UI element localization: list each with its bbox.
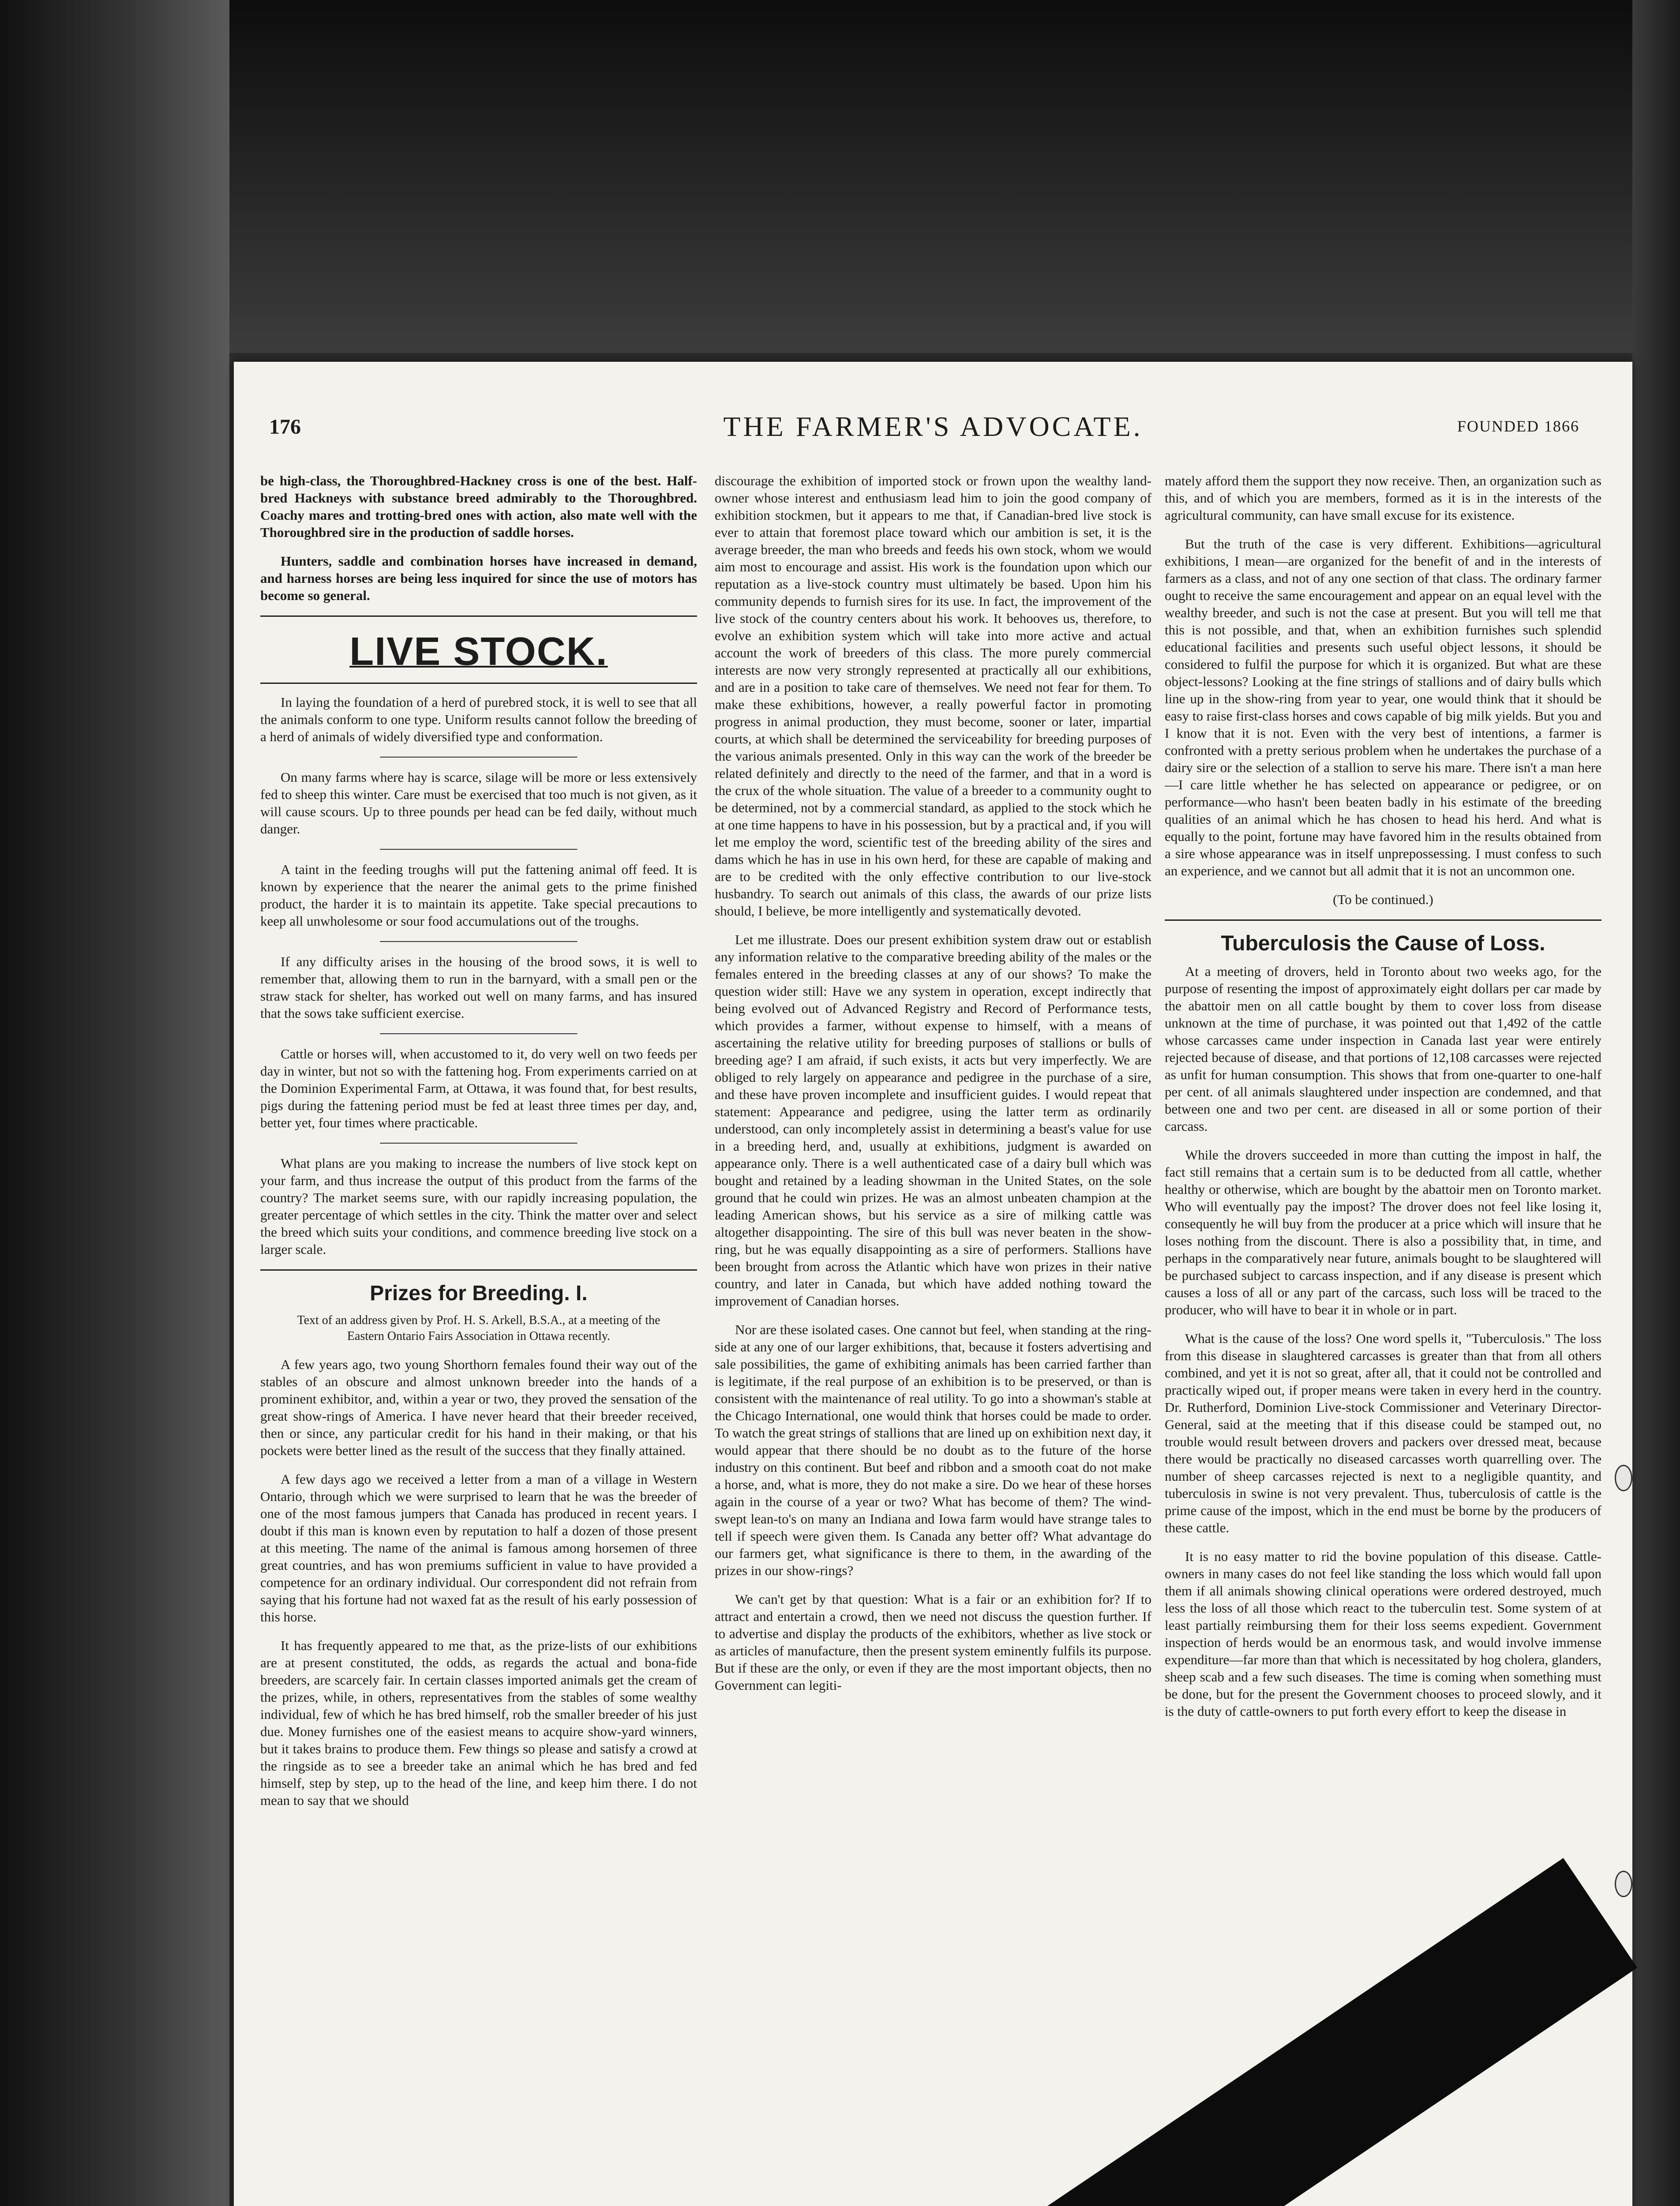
page-header — [234, 362, 1632, 463]
paragraph: While the drovers succeeded in more than cutting the impost in half, the fact still remains that a certain sum is to be deducted from all cattle, whether healthy or otherwise, which are bought by the abattoir men on Toronto market. Who will eventually pay the impost? The drover does not feel like losing it, consequently he will buy from the producer at a price which will insure that he loses nothing from the discount. There is also a possibility that, in time, and perhaps in the comparatively near future, animals bought to be slaughtered will be purchased subject to carcass inspection, and if any disease is present which causes a loss of all or any part of the carcass, such loss will be traced to the producer, who will have to bear it in whole or in part. — [1165, 1147, 1601, 1317]
divider — [380, 941, 578, 942]
continued-note: (To be continued.) — [1333, 892, 1433, 907]
scan-background-right — [1632, 0, 1680, 2206]
divider — [260, 683, 697, 684]
divider — [1165, 919, 1601, 921]
scan-background-left — [0, 0, 229, 2206]
paragraph: We can't get by that question: What is a fair or an exhibition for? If to attract and entertain a crowd, then we need not discuss the question further. If to advertise and display the products of the exhibitors, whether as live stock or as articles of manufacture, then the present system eminently fulfils its purpose. But if these are the only, or even if they are the most important objects, then no Government can legiti- — [715, 1591, 1151, 1693]
divider — [260, 615, 697, 617]
paragraph: A few days ago we received a letter from a man of a village in Western Ontario, through which we were surprised to learn that he was the breeder of one of the most famous jumpers that Canada has produced in recent years. I doubt if this man is known even by reputation to half a dozen of those present at this meeting. The name of the animal is famous among horsemen of three great countries, and has won premiums sufficient in value to have provided a competence for an ordinary individual. Our correspondent did not refrain from saying that his fortune had not waxed fat as the result of his early possession of this horse. — [260, 1471, 697, 1624]
column-2 — [715, 472, 1151, 1705]
divider — [260, 1269, 697, 1271]
divider — [380, 849, 578, 850]
paragraph: In laying the foundation of a herd of purebred stock, it is well to see that all the animals conform to one type. Uniform results cannot follow the breeding of a herd of animals of widely diversified type and conformation. — [260, 694, 697, 744]
paragraph: It has frequently appeared to me that, as the prize-lists of our exhibitions are at present constituted, the odds, as regards the actual and bona-fide breeders, are scarcely fair. In certain classes imported animals get the cream of the prizes, while, in others, representatives from the stables of some wealthy individual, few of which he has bred himself, rob the smaller breeder of his just due. Money furnishes one of the easiest means to acquire show-yard winners, but it takes brains to produce them. Few things so please and satisfy a crowd at the ringside as to see a breeder take an animal which he has bred and fed himself, step by step, up to the head of the line, and keep him there. I do not mean to say that we should — [260, 1638, 697, 1808]
paragraph: What is the cause of the loss? One word spells it, "Tuberculosis." The loss from this disease in slaughtered carcasses is greater than that from all others combined, and yet it is not so great, after all, that it could not be controlled and practically wiped out, if proper means were taken in every herd in the country. Dr. Rutherford, Dominion Live-stock Commissioner and Veterinary Director-General, said at the meeting that if this disease could be stamped out, no trouble would result between drovers and packers over dressed meat, because there would be practically no diseased carcasses worth quarrelling over. The number of sheep carcasses rejected is next to a negligible quantity, and tuberculosis in swine is not very prevalent. Thus, tuberculosis of cattle is the prime cause of the impost, which in the end must be borne by the producers of these cattle. — [1165, 1331, 1601, 1535]
masthead-title: THE FARMER'S ADVOCATE. — [723, 411, 1143, 442]
paragraph: What plans are you making to increase the numbers of live stock kept on your farm, and thus increase the output of this product from the farms of the country? The market seems sure, with our rapidly increasing population, the greater percentage of which settles in the city. Think the matter over and select the breed which suits your conditions, and commence breeding live stock on a larger scale. — [260, 1156, 697, 1257]
divider — [380, 1033, 578, 1035]
paragraph: On many farms where hay is scarce, silage will be more or less extensively fed to sheep this winter. Care must be exercised that too much is not given, as it will cause scours. Up to three pounds per head can be fed daily, without much danger. — [260, 769, 697, 837]
paragraph: mately afford them the support they now receive. Then, an organization such as this, and of which you are members, formed as it is in the interests of the agricultural community, can have small excuse for its existence. — [1165, 473, 1601, 523]
article-intro: Text of an address given by Prof. H. S. Arkell, B.S.A., at a meeting of the Eastern Ontario Fairs Association in Ottawa recently. — [297, 1313, 660, 1343]
paragraph: Let me illustrate. Does our present exhibition system draw out or establish any information relative to the comparative breeding ability of the males or the females entered in the breeding classes at any of our shows? To make the question wider still: Have we any system in operation, except indirectly that being evolved out of Advanced Registry and Record of Performance tests, which provides a farmer, without expense to himself, with a means of ascertaining the relative utility for breeding purposes of stallions or bulls of breeding age? I am afraid, if such exists, it acts but very imperfectly. We are obliged to rely largely on appearance and pedigree in the purchase of a sire, and these have proven incomplete and insufficient guides. I would repeat that statement: Appearance and pedigree, using the latter term as ordinarily understood, can only incompletely assist in determining a beast's value for use in a breeding herd, and, usually at exhibitions, judgment is awarded on appearance only. There is a well authenticated case of a dairy bull which was bought and retained by a leading showman in the United States, on the sole ground that he could win prizes. He was an almost unbeaten champion at the leading American shows, but his service as a sire of milking cattle was altogether disappointing. The sire of this bull was never beaten in the show-ring, but he was equally disappointing as a sire of performers. Stallions have been brought from across the Atlantic which have won prizes in their native country, and later in Canada, but which have added nothing toward the improvement of Canadian horses. — [715, 932, 1151, 1309]
paragraph: Nor are these isolated cases. One cannot but feel, when standing at the ring-side at any one of our larger exhibitions, that, because it fosters advertising and sale possibilities, the game of exhibiting animals has been carried farther than is legitimate, if the real purpose of an exhibition is to be preserved, or than is consistent with the maintenance of real utility. To go into a showman's stable at the Chicago International, one would think that horses could be made to order. To watch the great strings of stallions that are lined up on exhibition next day, it would appear that there should be no doubt as to the future of the horse industry on this continent. But beef and ribbon and a smooth coat do not make a horse, and, what is more, they do not make a sire. Do we hear of these horses again in the course of a year or two? What has become of them? The wind-swept lean-to's on many an Indiana and Iowa farm would have strange tales to tell if speech were given them. Is Canada any better off? What advantage do our farmers get, what significance is there to them, in the awarding of the prizes in our show-rings? — [715, 1322, 1151, 1578]
paragraph: be high-class, the Thoroughbred-Hackney cross is one of the best. Half-bred Hackneys with substance breed admirably to the Thoroughbred. Coachy mares and trotting-bred ones with action, also mate well with the Thoroughbred sire in the production of saddle horses. — [260, 473, 697, 540]
divider — [380, 1143, 578, 1144]
page-number: 176 — [269, 415, 301, 439]
paragraph: A taint in the feeding troughs will put the fattening animal off feed. It is known by experience that the nearer the animal gets to the prime finished product, the harder it is to maintain its appetite. Take special precautions to keep all unwholesome or sour food accumulations out of the troughs. — [260, 862, 697, 929]
paragraph: Hunters, saddle and combination horses have increased in demand, and harness horses are being less inquired for since the use of motors has become so general. — [260, 553, 697, 603]
paragraph: A few years ago, two young Shorthorn females found their way out of the stables of an obscure and almost unknown breeder into the hands of a prominent exhibitor, and, within a year or two, they proved the sensation of the great show-rings of America. I have never heard that their breeder received, then or since, any particular credit for his hand in their making, or that his pockets were better lined as the result of the success that they finally attained. — [260, 1357, 697, 1458]
divider — [380, 757, 578, 758]
paragraph: Cattle or horses will, when accustomed to it, do very well on two feeds per day in winter, but not so with the fattening hog. From experiments carried on at the Dominion Experimental Farm, at Ottawa, it was found that, for best results, pigs during the fattening period must be fed at least three times per day, and, better yet, four times where practicable. — [260, 1046, 697, 1130]
column-3 — [1165, 472, 1601, 1731]
section-heading: LIVE STOCK. — [349, 630, 608, 674]
column-1 — [260, 472, 697, 1820]
binding-hole-icon — [1615, 1465, 1632, 1491]
newspaper-page — [234, 362, 1632, 2206]
paragraph: But the truth of the case is very different. Exhibitions—agricultural exhibitions, I mean—are organized for the benefit of and in the interests of farmers as a class, and not of any one section of that class. The ordinary farmer ought to receive the same encouragement and appear on an equal level with the wealthy breeder, and such is not the case at present. But you will tell me that this is not possible, and that, when an exhibition furnishes such splendid educational facilities and presents such useful object lessons, it should be considered to fulfil the purpose for which it is organized. But what are these object-lessons? Looking at the fine strings of stallions and of dairy bulls which line up in the show-ring from year to year, one would think that it should be easy to raise first-class horses and cows capable of big milk yields. But you and I know that it is not. Even with the very best of intentions, a farmer is confronted with a pretty serious problem when he undertakes the purchase of a dairy sire or the selection of a stallion to serve his mare. There isn't a man here—I care little whether he has selected on appearance or pedigree, or on performance—who hasn't been beaten badly in his estimate of the breeding qualities of an animal which he has chosen to head his herd. And what is equally to the point, fortune may have favored him in the results obtained from a sire whose appearance was in itself unprepossessing. I must confess to such an experience, and we cannot but all admit that it is not an uncommon one. — [1165, 536, 1601, 878]
founded-label: FOUNDED 1866 — [1457, 417, 1579, 435]
scan-background-top — [229, 0, 1632, 353]
paragraph: At a meeting of drovers, held in Toronto about two weeks ago, for the purpose of resenting the impost of approximately eight dollars per car made by the abattoir men on all cattle bought by them to cover loss from disease unknown at the time of purchase, it was pointed out that 1,492 of the cattle whose carcasses came under inspection in Canada last year were entirely rejected because of disease, and that portions of 12,108 carcasses were rejected as unfit for human consumption. This shows that from one-quarter to one-half per cent. of all animals slaughtered under inspection are condemned, and that between one and two per cent. are diseased in all or some portion of their carcass. — [1165, 964, 1601, 1134]
paragraph: It is no easy matter to rid the bovine population of this disease. Cattle-owners in many cases do not feel like standing the loss which would fall upon them if all animals showing clinical operations were ordered destroyed, much less the loss of all those which react to the tuberculin test. Some system of at least partially reimbursing them for their loss seems expedient. Government inspection of herds would be an enormous task, and would involve immense expenditure—far more than that which is necessitated by hog cholera, glanders, sheep scab and a few such diseases. The time is coming when something must be done, but for the present the Government chooses to proceed slowly, and it is the duty of cattle-owners to put forth every effort to keep the disease in — [1165, 1549, 1601, 1719]
article-title: Tuberculosis the Cause of Loss. — [1221, 932, 1545, 955]
paragraph: If any difficulty arises in the housing of the brood sows, it is well to remember that, allowing them to run in the barnyard, with a small pen or the straw stack for shelter, has worked out well on many farms, and has insured that the sows take sufficient exercise. — [260, 954, 697, 1021]
article-title: Prizes for Breeding. I. — [370, 1282, 588, 1305]
binding-hole-icon — [1615, 1871, 1632, 1897]
paragraph: discourage the exhibition of imported stock or frown upon the wealthy land-owner whose interest and enthusiasm lead him to join the good company of exhibition stockmen, but it appears to me that, if Canadian-bred live stock is ever to attain that foremost place toward which our ambition is set, it is the average breeder, the man who breeds and feeds his own stock, whom we would aim most to encourage and assist. His work is the foundation upon which our reputation as a live-stock country must ultimately be based. Upon him his community depends to furnish sires for its use. In fact, the improvement of the live stock of the country centers about his work. It behooves us, therefore, to evolve an exhibition system which will take into more active and actual account the work of breeders of this class. The more purely commercial interests are now very strongly represented at practically all our exhibitions, and are in a position to take care of themselves. We need not fear for them. To make these exhibitions, however, a really powerful factor in promoting progress in animal production, they must become, sooner or later, impartial courts, at which shall be determined the serviceability for breeding purposes of the various animals presented. Only in this way can the work of the breeder be related definitely and directly to the need of the farmer, and that in a word is the crux of the whole situation. The value of a breeder to a community ought to be determined, not by a commercial standard, as applied to the stock which he at one time happens to have in his possession, but by a practical and, if you will let me employ the word, scientific test of the breeding ability of the sires and dams which he has in use in his own herd, for these are capable of making and are to be credited with the only effective contribution to our live-stock husbandry. To search out animals of this class, the awards of our prize lists should, I believe, be more intelligently and systematically devoted. — [715, 473, 1151, 919]
